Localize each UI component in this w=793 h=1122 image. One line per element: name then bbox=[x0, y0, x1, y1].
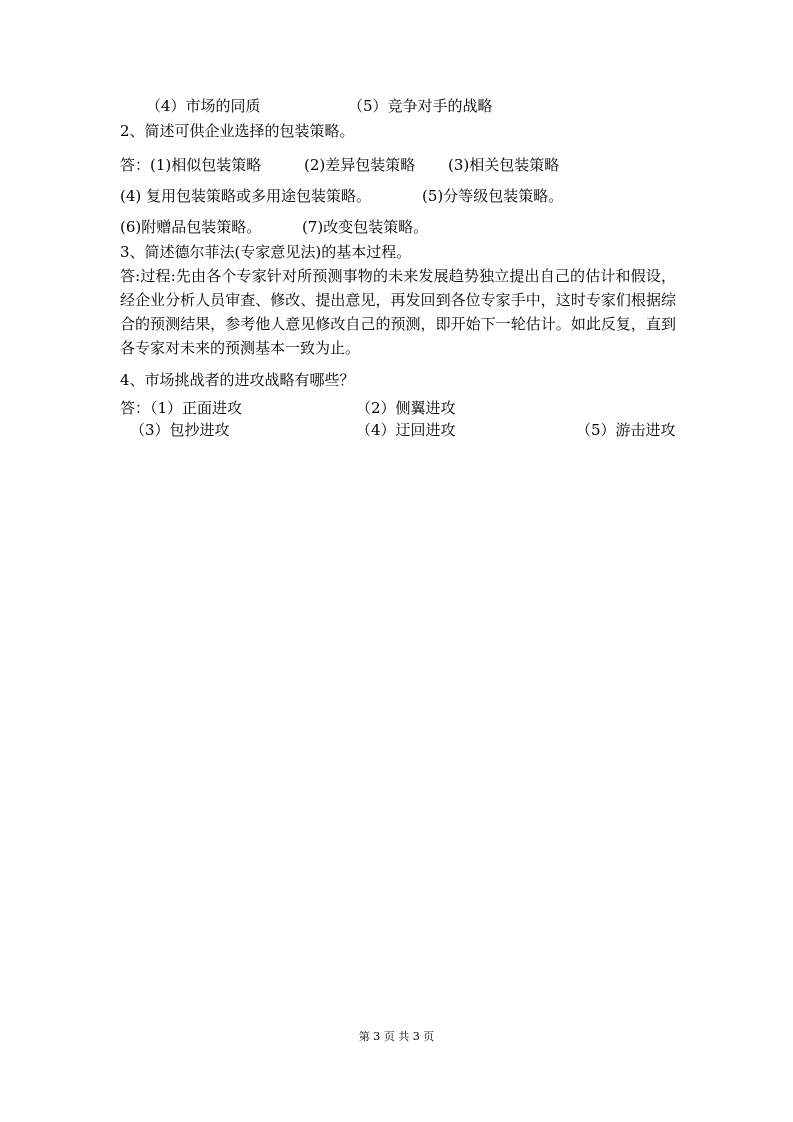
q2-question: 2、简述可供企业选择的包装策略。 bbox=[120, 122, 355, 140]
q4-answer-4: （4）迂回进攻 bbox=[356, 421, 456, 439]
q3-question: 3、简述德尔菲法(专家意见法)的基本过程。 bbox=[120, 243, 412, 261]
q3-answer: 答:过程:先由各个专家针对所预测事物的未来发展趋势独立提出自己的估计和假设，经企业分析人员审查、修改、提出意见，再发回到各位专家手中，这时专家们根据综合的预测结果，参考他人意见修改自己的预测，即开始下一轮估计。如此反复，直到各专家对未来的预测基本一致为止。 bbox=[120, 267, 676, 357]
q4-answer-5: （5）游击进攻 bbox=[576, 421, 676, 439]
q2-answer-7: (7)改变包装策略。 bbox=[302, 218, 429, 236]
q2-answer-1: 答：(1)相似包装策略 bbox=[120, 156, 262, 174]
page-footer: 第 3 页 共 3 页 bbox=[358, 1030, 435, 1043]
q2-answer-5: (5)分等级包装策略。 bbox=[422, 187, 564, 205]
q1-item-5: （5）竞争对手的战略 bbox=[348, 97, 493, 115]
q1-item-4: （4）市场的同质 bbox=[146, 97, 261, 115]
q4-answer-1: 答：（1）正面进攻 bbox=[120, 399, 243, 417]
q4-question: 4、市场挑战者的进攻战略有哪些？ bbox=[120, 371, 355, 389]
q2-answer-2: (2)差异包装策略 bbox=[304, 156, 416, 174]
q2-answer-6: (6)附赠品包装策略。 bbox=[120, 218, 262, 236]
q2-answer-4: (4) 复用包装策略或多用途包装策略。 bbox=[120, 187, 372, 205]
q4-answer-2: （2）侧翼进攻 bbox=[356, 399, 456, 417]
q4-answer-3: （3）包抄进攻 bbox=[130, 421, 230, 439]
q2-answer-3: (3)相关包装策略 bbox=[448, 156, 560, 174]
